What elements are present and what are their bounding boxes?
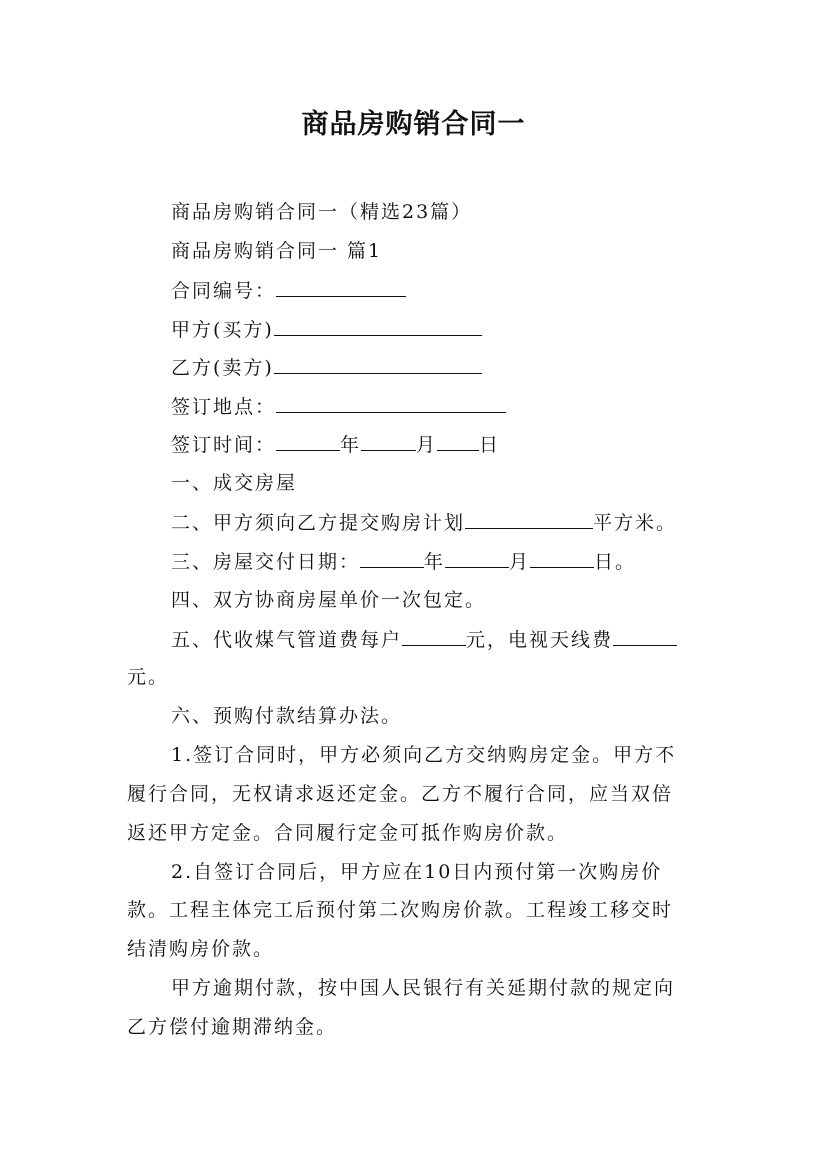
sign-time-label: 签订时间： — [171, 434, 277, 456]
section-2-text: 二、甲方须向乙方提交购房计划 — [171, 512, 466, 534]
section-5-middle: 元，电视天线费 — [466, 629, 614, 651]
sign-place-label: 签订地点： — [171, 396, 277, 418]
section-5-end: 元。 — [127, 666, 170, 688]
section-2-unit: 平方米。 — [593, 512, 678, 534]
para-1-line-2: 履行合同，无权请求返还定金。乙方不履行合同，应当双倍 — [127, 783, 674, 805]
sign-year-blank — [276, 432, 340, 451]
sign-month-label: 月 — [416, 434, 438, 456]
contract-no-row — [171, 278, 406, 303]
section-3-year: 年 — [424, 551, 446, 573]
chapter-heading: 商品房购销合同一 篇1 — [171, 240, 383, 262]
contract-no-label: 合同编号： — [171, 280, 277, 302]
para-3-line-2: 乙方偿付逾期滞纳金。 — [127, 1016, 338, 1038]
para-2-line-2: 款。工程主体完工后预付第二次购房价款。工程竣工移交时 — [127, 899, 674, 921]
section-3-year-blank — [360, 549, 424, 568]
party-a-blank — [274, 317, 482, 336]
sign-time-row — [171, 432, 500, 457]
sign-place-blank — [276, 394, 506, 413]
section-5-text: 五、代收煤气管道费每户 — [171, 629, 403, 651]
sign-day-label: 日 — [479, 434, 501, 456]
para-1-line-1: 1.签订合同时，甲方必须向乙方交纳购房定金。甲方不 — [171, 744, 677, 766]
para-1-line-3: 返还甲方定金。合同履行定金可抵作购房价款。 — [127, 822, 569, 844]
section-5-tv-blank — [613, 627, 677, 646]
para-2-line-3: 结清购房价款。 — [127, 938, 275, 960]
section-1: 一、成交房屋 — [171, 472, 298, 494]
section-6: 六、预购付款结算办法。 — [171, 705, 403, 727]
section-2-blank — [465, 510, 593, 529]
party-b-label: 乙方(卖方) — [171, 357, 274, 379]
sign-year-label: 年 — [340, 434, 362, 456]
party-b-blank — [274, 355, 482, 374]
party-a-row — [171, 317, 482, 342]
section-2 — [171, 510, 677, 535]
sign-day-blank — [437, 432, 479, 451]
section-4: 四、双方协商房屋单价一次包定。 — [171, 589, 487, 611]
para-2-line-1: 2.自签订合同后，甲方应在10日内预付第一次购房价 — [171, 861, 663, 883]
section-3 — [171, 549, 636, 574]
para-3-line-1: 甲方逾期付款，按中国人民银行有关延期付款的规定向 — [171, 977, 676, 999]
section-3-day: 日。 — [594, 551, 637, 573]
party-a-label: 甲方(买方) — [171, 319, 274, 341]
section-3-day-blank — [530, 549, 594, 568]
section-5-gas-blank — [402, 627, 466, 646]
contract-no-blank — [276, 278, 406, 297]
document-title: 商品房购销合同一 — [301, 109, 526, 140]
section-3-month: 月 — [509, 551, 531, 573]
party-b-row — [171, 355, 482, 380]
section-5 — [171, 627, 677, 652]
section-3-month-blank — [445, 549, 509, 568]
section-3-text: 三、房屋交付日期： — [171, 551, 361, 573]
sign-place-row — [171, 394, 506, 419]
sign-month-blank — [361, 432, 416, 451]
document-subtitle: 商品房购销合同一（精选23篇） — [171, 201, 473, 223]
